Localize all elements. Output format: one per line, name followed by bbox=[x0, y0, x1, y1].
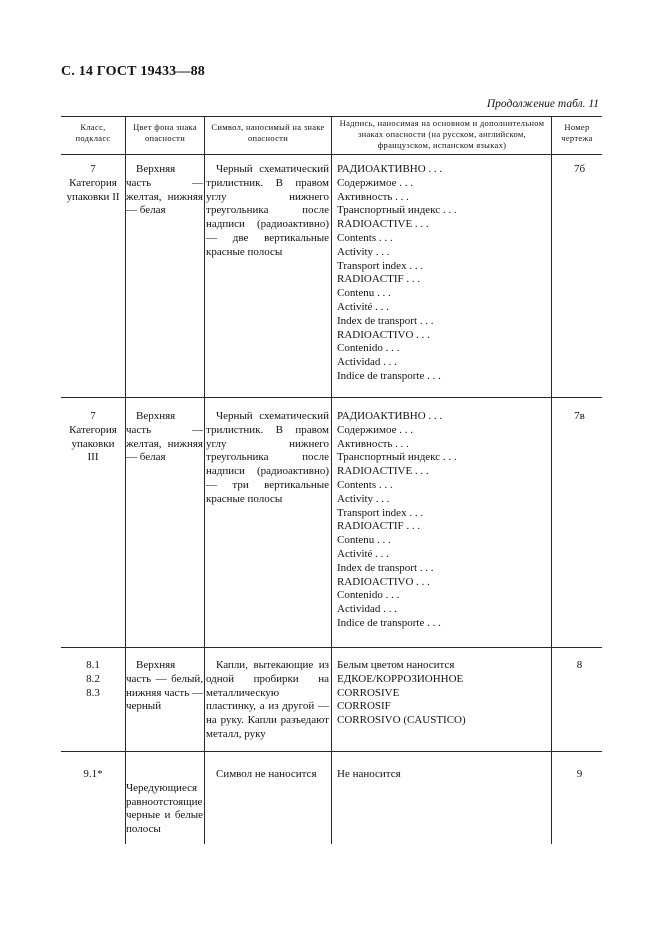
row-3-color: Верхняя часть — белый, нижняя часть — черный bbox=[126, 659, 203, 713]
header-symbol: Символ, наносимый на знаке опасности bbox=[211, 122, 325, 143]
row-3-drawing-number: 8 bbox=[576, 659, 583, 671]
row-2-class: 7 Категория упаковки III bbox=[69, 410, 117, 464]
row-4-class: 9.1* bbox=[83, 768, 103, 780]
header-color: Цвет фона знака опасности bbox=[133, 122, 197, 143]
row-2-inscription: РАДИОАКТИВНО . . . Содержимое . . . Активность . . . Транспортный индекс . . . RADIOACTIVE . . . Contents . . . Activity . . . Transport index . . . RADIOACTIF . . . Contenu . . . Activité . . . Index de transport . . . RADIOACTIVO . . . Contenido . . . Actividad . . . Indice de transporte . . . bbox=[337, 410, 457, 629]
row-3-symbol: Капли, вытекающие из одной пробирки на металлическую пластинку, а из другой — на руку. Капли разъедают металл, руку bbox=[206, 659, 329, 740]
page-header: С. 14 ГОСТ 19433—88 bbox=[61, 64, 205, 79]
row-1-color: Верхняя часть — желтая, нижняя — белая bbox=[126, 163, 203, 217]
row-4-inscription: Не наносится bbox=[337, 768, 401, 780]
row-1-drawing-number: 7б bbox=[573, 163, 586, 175]
header-class: Класс, подкласс bbox=[75, 122, 111, 143]
row-2-symbol: Черный схематический трилистник. В правом углу нижнего треугольника после надписи (радиоактивно) — три вертикальные красные полосы bbox=[206, 410, 329, 505]
row-1-inscription: РАДИОАКТИВНО . . . Содержимое . . . Активность . . . Транспортный индекс . . . RADIOACTIVE . . . Contents . . . Activity . . . Transport index . . . RADIOACTIF . . . Contenu . . . Activité . . . Index de transport . . . RADIOACTIVO . . . Contenido . . . Actividad . . . Indice de transporte . . . bbox=[337, 163, 457, 382]
header-drawing-number: Номер чертежа bbox=[561, 122, 593, 143]
row-1-class: 7 Категория упаковки II bbox=[66, 163, 120, 203]
row-4-color: Чередующиеся равноотстоящие черные и белые полосы bbox=[126, 781, 203, 836]
column-divider-2 bbox=[204, 116, 205, 844]
row-2-drawing-number: 7в bbox=[574, 410, 585, 422]
column-divider-1 bbox=[125, 116, 126, 844]
row-2-color: Верхняя часть — желтая, нижняя — белая bbox=[126, 410, 203, 464]
row-1-symbol: Черный схематический трилистник. В правом углу нижнего треугольника после надписи (радиоактивно) — две вертикальные красные полосы bbox=[206, 163, 329, 258]
row-4-drawing-number: 9 bbox=[576, 768, 583, 780]
row-4-symbol: Символ не наносится bbox=[216, 768, 317, 780]
row-3-inscription: Белым цветом наносится ЕДКОЕ/КОРРОЗИОННОЕ CORROSIVE CORROSIF CORROSIVO (CAUSTICO) bbox=[337, 659, 466, 727]
column-divider-3 bbox=[331, 116, 332, 844]
table-continuation-caption: Продолжение табл. 11 bbox=[486, 98, 599, 110]
hazard-signs-table bbox=[61, 116, 602, 844]
row-3-class: 8.1 8.2 8.3 bbox=[86, 659, 100, 699]
header-inscription: Надпись, наносимая на основном и дополнительном знаках опасности (на русском, английском, французском, испанском языках) bbox=[339, 118, 545, 150]
